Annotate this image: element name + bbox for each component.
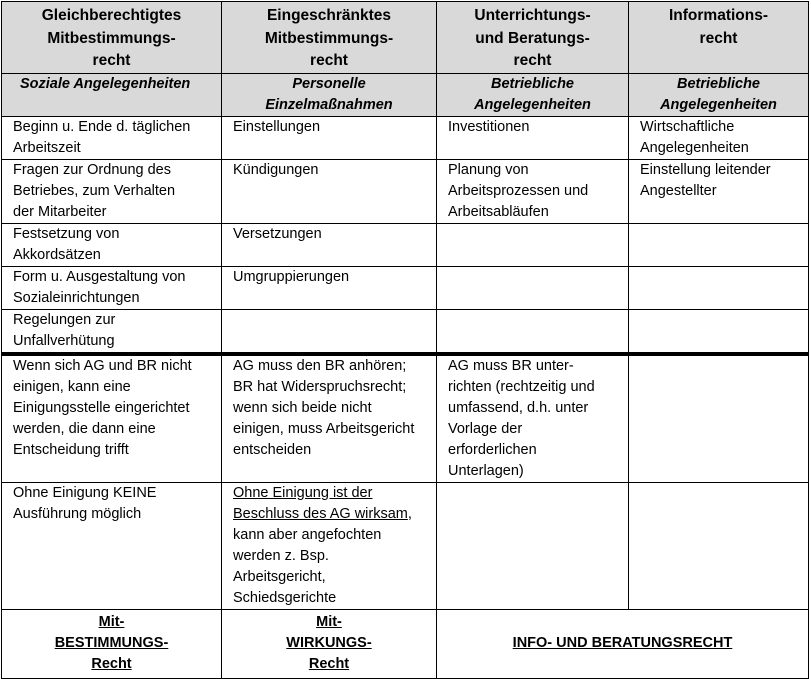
table-cell: Kündigungen [222,159,437,223]
footer-cell: INFO- UND BERATUNGSRECHT [437,609,809,678]
rights-table [1,1,809,679]
table-cell [437,309,629,354]
table-cell: Investitionen [437,116,629,159]
cell-text: , kann aber angefochten werden z. Bsp. Arbeitsgericht, Schiedsgerichte [233,505,412,606]
table-cell: Festsetzung von Akkordsätzen [2,223,222,266]
table-cell: Regelungen zur Unfallverhütung [2,309,222,354]
table-cell [629,482,809,609]
subheader-row [2,73,809,116]
table-cell: Einstellungen [222,116,437,159]
table-cell [629,354,809,483]
table-cell: AG muss den BR anhören; BR hat Widerspruchsrecht; wenn sich beide nicht einigen, muss Arbeitsgericht entscheiden [222,354,437,483]
table-cell: Einstellung leitender Angestellter [629,159,809,223]
subheader-cell: Betriebliche Angelegenheiten [629,73,809,116]
footer-cell: Mit- BESTIMMUNGS- Recht [2,609,222,678]
subheader-cell: Soziale Angelegenheiten [2,73,222,116]
footer-cell: Mit- WIRKUNGS- Recht [222,609,437,678]
table-row [2,309,809,354]
table-cell [629,309,809,354]
header-cell: Informations- recht [629,2,809,74]
table-row [2,223,809,266]
table-cell: Wenn sich AG und BR nicht einigen, kann eine Einigungsstelle eingerichtet werden, die dann eine Entscheidung trifft [2,354,222,483]
table-cell: Fragen zur Ordnung des Betriebes, zum Verhalten der Mitarbeiter [2,159,222,223]
table-row [2,116,809,159]
underlined-text: Ohne Einigung ist der Beschluss des AG wirksam [233,484,408,522]
header-cell: Eingeschränktes Mitbestimmungs- recht [222,2,437,74]
table-cell [437,482,629,609]
subheader-cell: Personelle Einzelmaßnahmen [222,73,437,116]
header-cell: Gleichberechtigtes Mitbestimmungs- recht [2,2,222,74]
table-cell [437,223,629,266]
table-cell: Wirtschaftliche Angelegenheiten [629,116,809,159]
table-row [2,266,809,309]
table-cell: Versetzungen [222,223,437,266]
subheader-cell: Betriebliche Angelegenheiten [437,73,629,116]
table-cell: Ohne Einigung KEINE Ausführung möglich [2,482,222,609]
table-cell [222,309,437,354]
table-row [2,159,809,223]
procedure-row [2,354,809,483]
footer-row [2,609,809,678]
table-cell: Planung von Arbeitsprozessen und Arbeitsabläufen [437,159,629,223]
table-cell [222,482,437,609]
table-cell: Umgruppierungen [222,266,437,309]
table-cell: Beginn u. Ende d. täglichen Arbeitszeit [2,116,222,159]
table-cell [629,266,809,309]
table-cell [437,266,629,309]
consequence-row [2,482,809,609]
table-cell [629,223,809,266]
header-row [2,2,809,74]
table-cell: AG muss BR unter- richten (rechtzeitig und umfassend, d.h. unter Vorlage der erforderlichen Unterlagen) [437,354,629,483]
table-cell: Form u. Ausgestaltung von Sozialeinrichtungen [2,266,222,309]
header-cell: Unterrichtungs- und Beratungs- recht [437,2,629,74]
